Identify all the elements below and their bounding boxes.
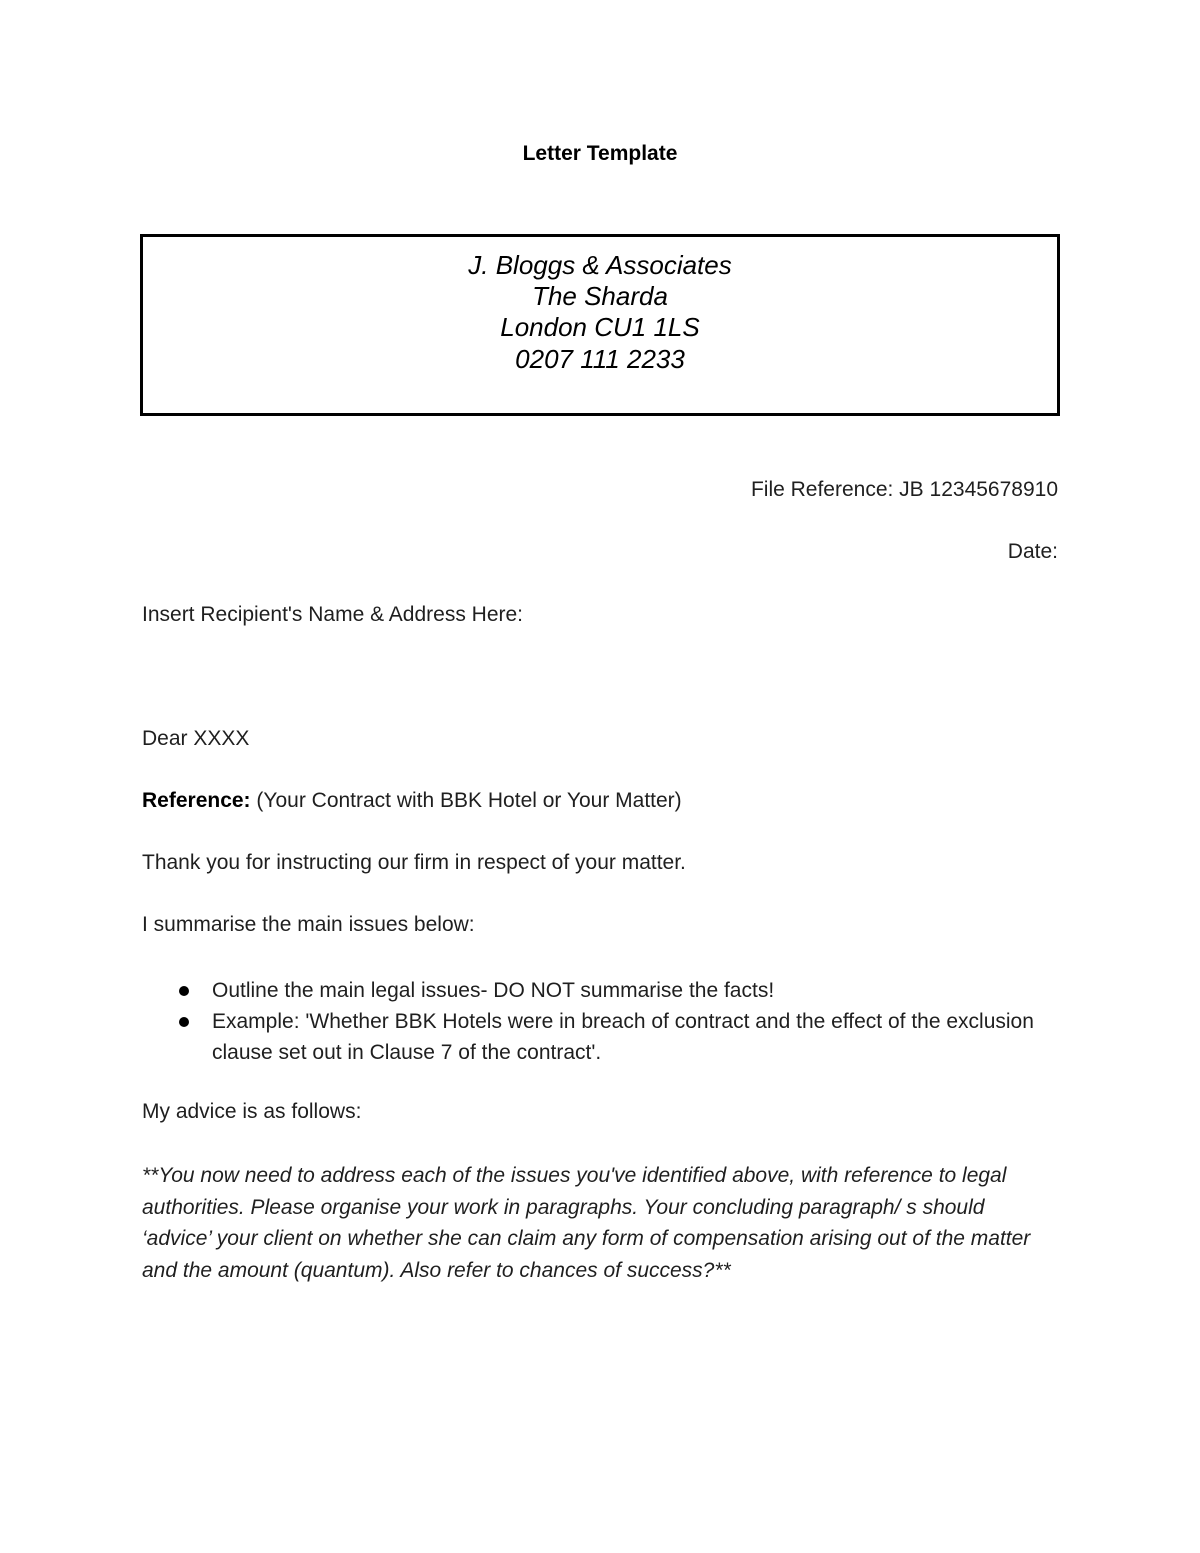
letterhead-box <box>140 234 1060 416</box>
reference-label: Reference: <box>142 789 251 812</box>
document-title: Letter Template <box>522 142 678 165</box>
bullet-icon <box>179 1017 189 1027</box>
instruction-paragraph: **You now need to address each of the issues you've identified above, with reference to legal authorities. Please organise your work in paragraphs. Your concluding paragraph/ s should ‘advice’ your client on whether she can claim any form of compensation arising out of the matter and the amount (quantum). Also refer to chances of success?** <box>142 1164 1031 1282</box>
reference-text: (Your Contract with BBK Hotel or Your Matter) <box>250 789 682 812</box>
list-item <box>142 975 1052 1006</box>
summary-lead: I summarise the main issues below: <box>142 913 475 936</box>
list-item <box>142 1006 1052 1068</box>
salutation: Dear XXXX <box>142 727 250 750</box>
list-item-text: Outline the main legal issues- DO NOT summarise the facts! <box>212 979 775 1002</box>
letterhead-building: The Sharda <box>532 281 668 311</box>
file-reference: File Reference: JB 12345678910 <box>750 478 1058 501</box>
letterhead-firm-name: J. Bloggs & Associates <box>468 250 732 280</box>
recipient-placeholder: Insert Recipient's Name & Address Here: <box>142 603 524 626</box>
date-label: Date: <box>1007 540 1058 563</box>
reference-line <box>142 789 682 813</box>
letterhead-phone: 0207 111 2233 <box>515 344 685 374</box>
list-item-text: Example: 'Whether BBK Hotels were in breach of contract and the effect of the exclusion clause set out in Clause 7 of the contract'. <box>212 1010 1034 1064</box>
letterhead-city-postcode: London CU1 1LS <box>500 312 700 342</box>
bullet-icon <box>179 986 189 996</box>
issues-list <box>142 975 1052 1068</box>
intro-sentence: Thank you for instructing our firm in respect of your matter. <box>142 851 686 874</box>
advice-lead: My advice is as follows: <box>142 1100 362 1123</box>
